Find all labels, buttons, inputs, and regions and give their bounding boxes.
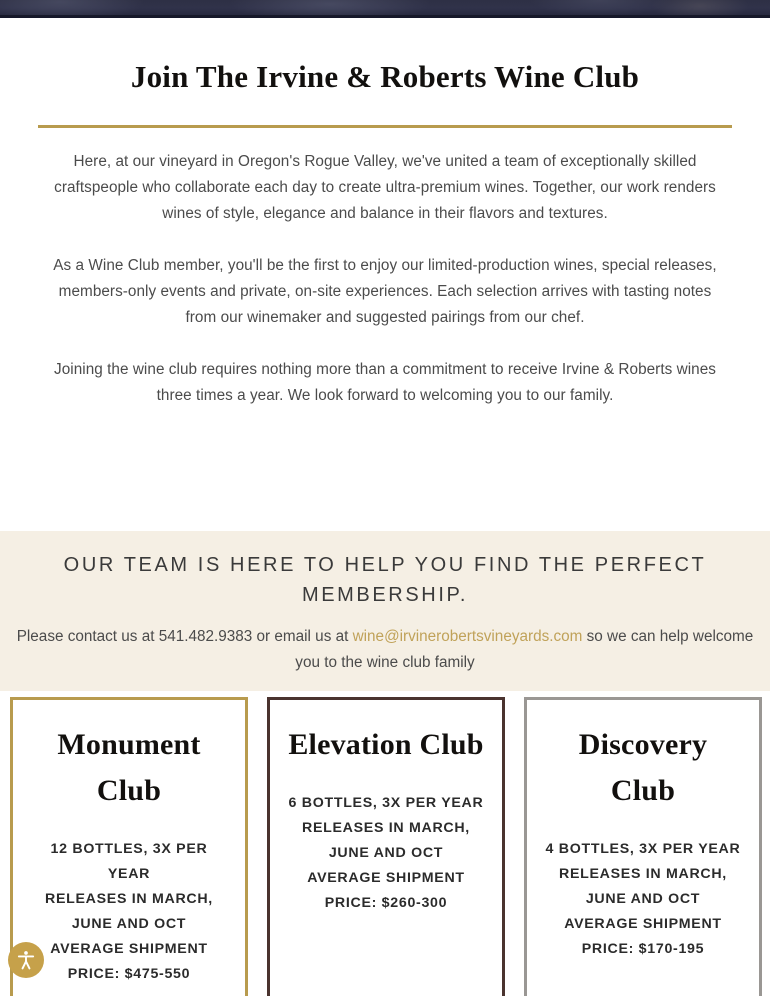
club-card-bottles: 6 BOTTLES, 3X PER YEAR [288,795,484,811]
club-card-price: AVERAGE SHIPMENT PRICE: $170-195 [564,916,722,957]
contact-text-before: Please contact us at 541.482.9383 or email us at [16,628,353,645]
intro-paragraph-1: Here, at our vineyard in Oregon's Rogue Valley, we've united a team of exceptionally skilled craftspeople who collaborate each day to create ultra-premium wines. Together, our work renders wines of style, elegance and balance in their flavors and textures. [54,153,716,222]
intro-body [50,149,720,409]
club-card-releases: RELEASES IN MARCH, JUNE AND OCT [302,820,470,861]
club-card-bottles: 4 BOTTLES, 3X PER YEAR [545,841,741,857]
accessibility-person-icon [15,949,37,971]
intro-section [0,18,770,531]
club-card-price: AVERAGE SHIPMENT PRICE: $475-550 [50,941,208,982]
club-card-bottles: 12 BOTTLES, 3X PER YEAR [50,841,208,882]
club-card-title: Elevation Club [288,728,484,761]
hero-banner-image [0,0,770,18]
club-card-price: AVERAGE SHIPMENT PRICE: $260-300 [307,870,465,911]
club-card-monument[interactable] [10,697,248,996]
club-cards-row [0,697,770,996]
intro-paragraph-2: As a Wine Club member, you'll be the first to enjoy our limited-production wines, special releases, members-only events and private, on-site experiences. Each selection arrives with tasting notes from our winemaker and suggested pairings from our chef. [53,257,717,326]
help-contact-line [8,624,762,676]
club-card-details [29,837,229,987]
page-title: Join The Irvine & Roberts Wine Club [130,59,640,94]
help-section [0,531,770,691]
club-card-title: Discovery Club [578,728,708,807]
club-card-title: Monument Club [57,728,201,807]
club-card-details [286,791,486,916]
accessibility-widget-button[interactable] [8,942,44,978]
club-card-details [543,837,743,962]
club-card-releases: RELEASES IN MARCH, JUNE AND OCT [559,866,727,907]
contact-text-after: so we can help welcome you to the wine club family [295,628,754,671]
club-card-elevation[interactable] [267,697,505,996]
gold-divider [38,125,732,128]
club-card-discovery[interactable] [524,697,762,996]
club-card-releases: RELEASES IN MARCH, JUNE AND OCT [45,891,213,932]
help-heading: OUR TEAM IS HERE TO HELP YOU FIND THE PERFECT MEMBERSHIP. [63,554,707,606]
wine-club-email-link[interactable]: wine@irvinerobertsvineyards.com [352,628,583,645]
intro-paragraph-3: Joining the wine club requires nothing more than a commitment to receive Irvine & Roberts wines three times a year. We look forward to welcoming you to our family. [54,361,716,404]
